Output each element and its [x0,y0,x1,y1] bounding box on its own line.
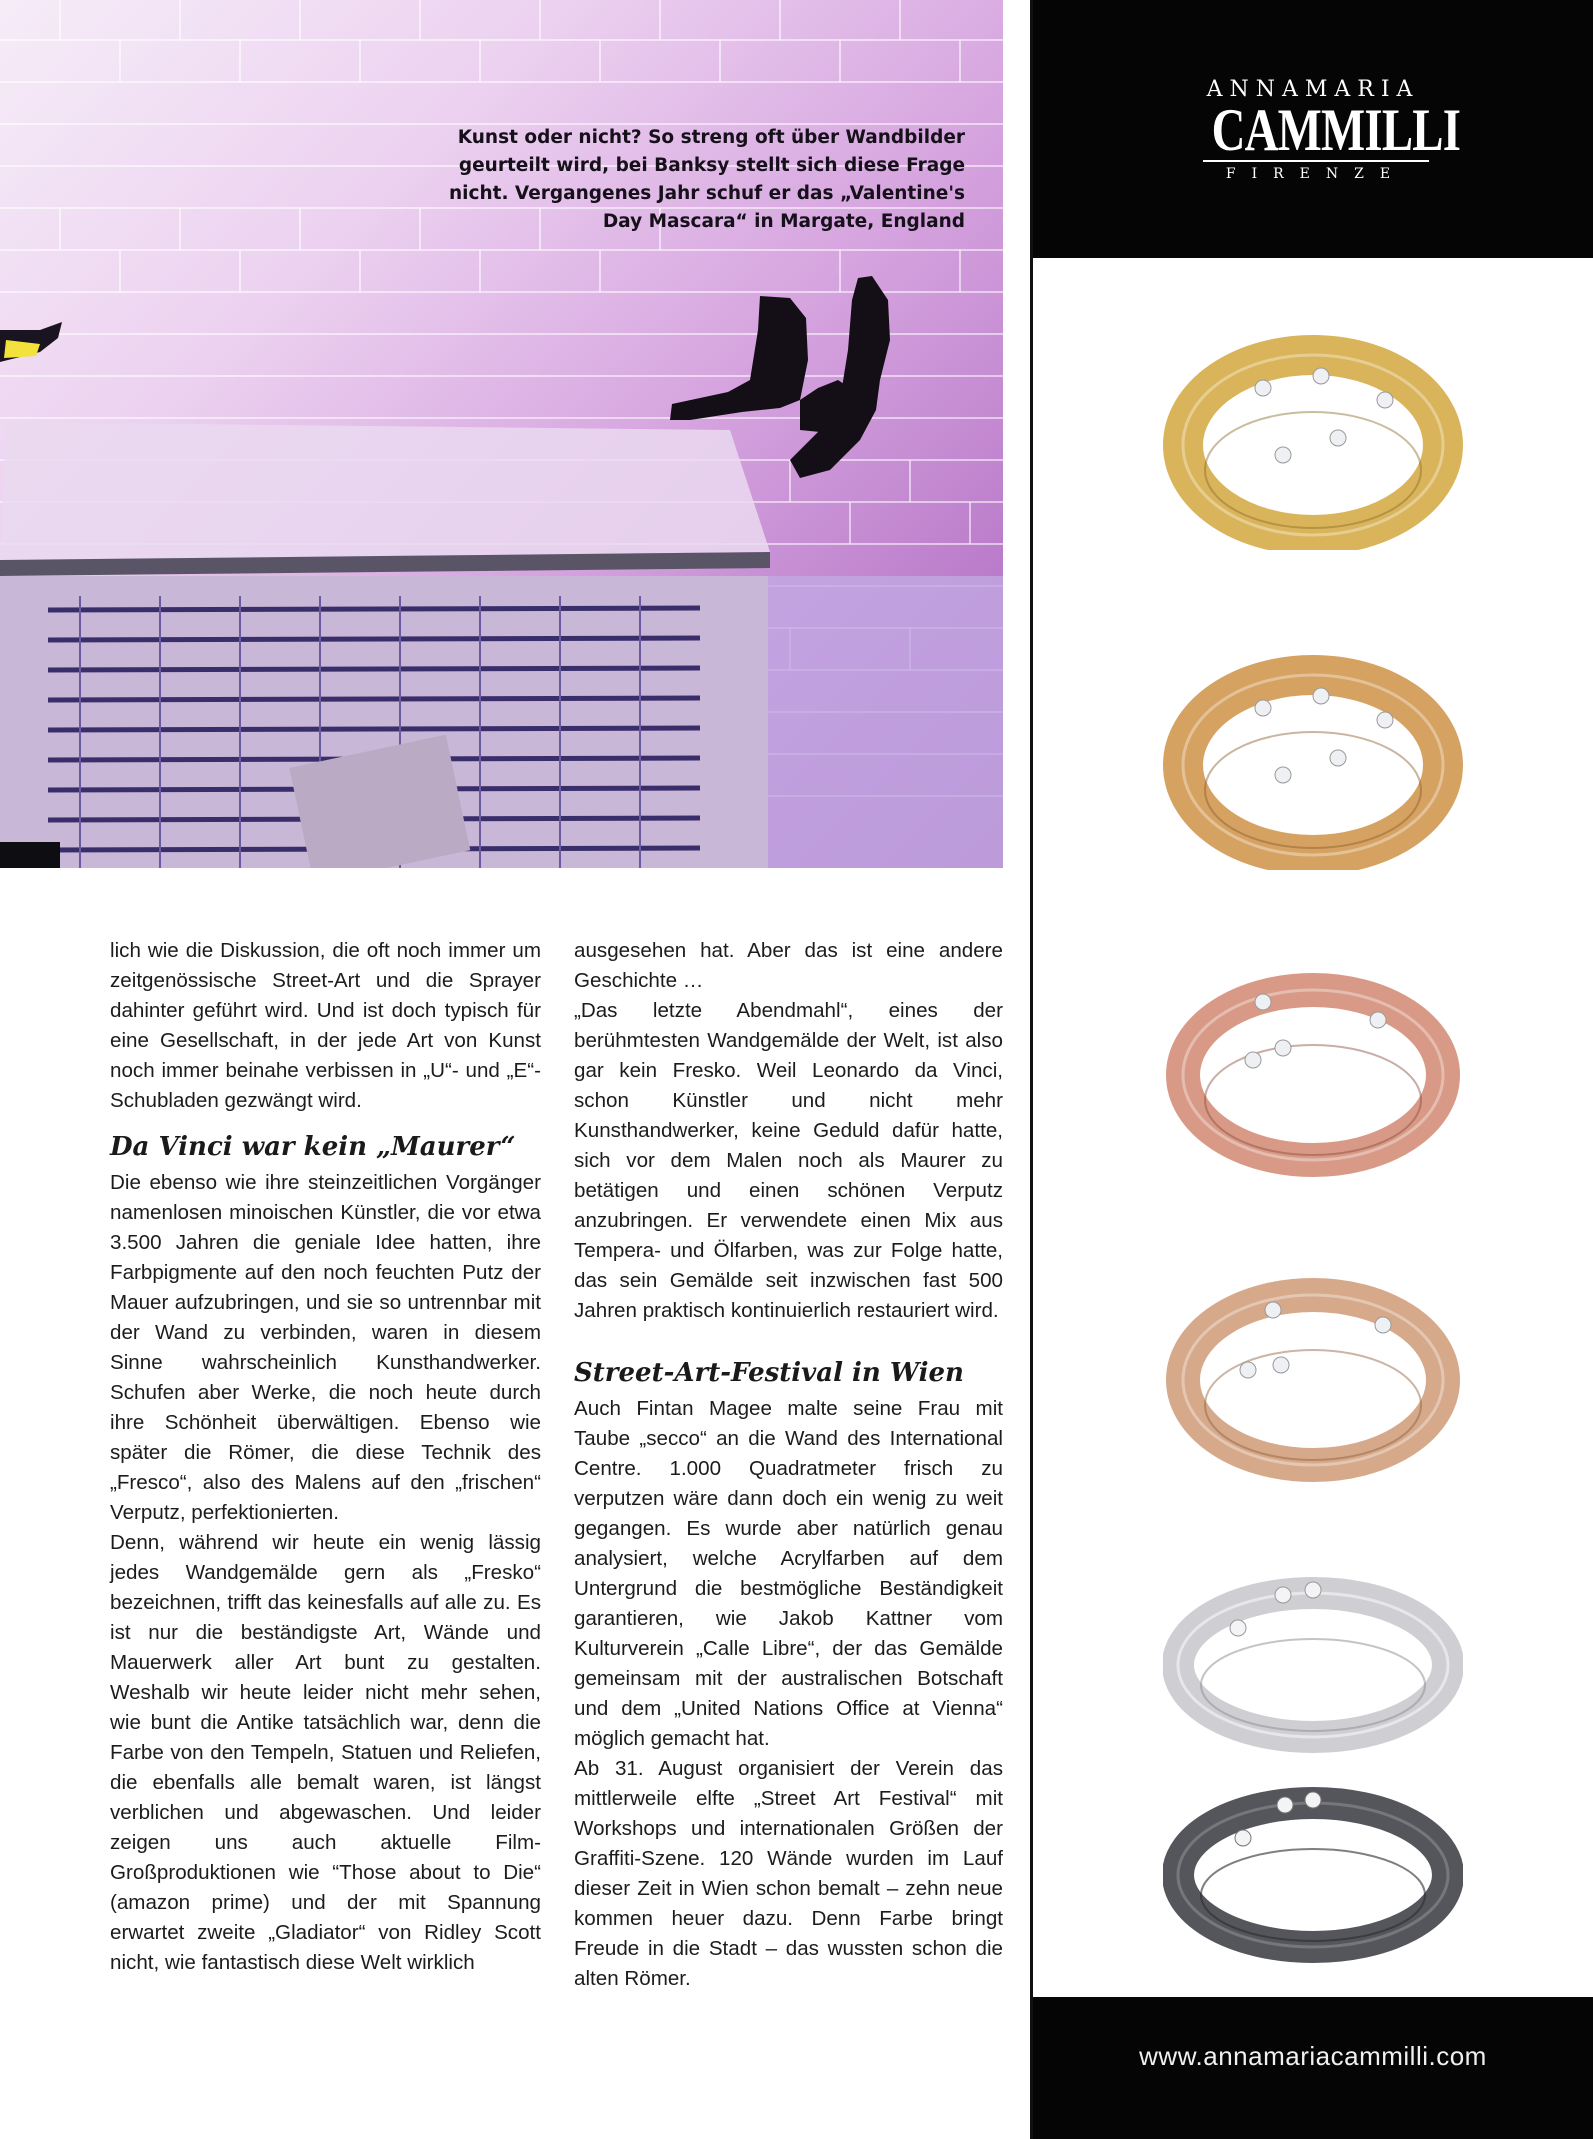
ring-image [1163,320,1463,550]
website-link[interactable]: www.annamariacammilli.com [1139,2041,1487,2071]
freezer-chest [0,422,1003,868]
paragraph: Denn, während wir heute ein wenig lässig jedes Wandgemälde gern als „Fresko“ bezeichnen, trifft das keinesfalls auf alle zu. Es ist nur die beständigste Art, Wände und Mauerwerk aller Art bunt zu gestalten. Weshalb wir heute leider nicht mehr sehen, wie bunt die Antike tatsächlich war, denn die Farbe von den Tempeln, Statuen und Reliefen, die ebenfalls alle bemalt waren, ist längst verblichen und abgewaschen. Und leider zeigen uns auch aktuelle Film-Großproduktionen wie “Those about to Die“ (amazon prime) und der mit Spannung erwartet zweite „Gladiator“ von Ridley Scott nicht, wie fantastisch diese Welt wirklich [110,1531,541,1974]
brand-logo [1183,77,1461,183]
photo-caption [405,124,965,236]
subheading: Street-Art-Festival in Wien [574,1358,964,1388]
ring-image [1163,950,1463,1180]
caption-line: Kunst oder nicht? So streng oft über Wandbilder [457,127,965,148]
ring-image [1163,1760,1463,1990]
ring-image [1163,640,1463,870]
ad-footer [1033,1997,1593,2139]
brand-first-name: ANNAMARIA [1206,77,1420,102]
paragraph: Ab 31. August organisiert der Verein das mittlerweile elfte „Street Art Festival“ mit Workshops und internationalen Größen der Graffiti-Szene. 120 Wände wurden im Lauf dieser Zeit in Wien schon bemalt – zehn neue kommen heuer dazu. Denn Farbe bringt Freude in die Stadt – das wussten schon die alten Römer. [574,1757,1003,1990]
ring-image [1163,1540,1463,1770]
paragraph: „Das letzte Abendmahl“, eines der berühmtesten Wandgemälde der Welt, ist also gar kein Fresko. Weil Leonardo da Vinci, schon Künstler und nicht mehr Kunsthandwerker, keine Geduld dafür hatte, sich vor dem Malen noch als Maurer zu betätigen und einen schönen Verputz anzubringen. Er verwendete einen Mix aus Tempera- und Ölfarben, was zur Folge hatte, das sein Gemälde seit inzwischen fast 500 Jahren praktisch kontinuierlich restauriert wird. [574,999,1003,1322]
paragraph: lich wie die Diskussion, die oft noch immer um zeitgenössische Street-Art und die Sprayer dahinter geführt wird. Und ist doch typisch für eine Gesellschaft, in der jede Art von Kunst noch immer beinahe verbissen in „U“- und „E“-Schubladen gezwängt wird. [110,939,541,1112]
brand-city: FIRENZE [1203,160,1429,183]
banksy-photo [0,0,1003,868]
paragraph: ausgesehen hat. Aber das ist eine andere Geschichte … [574,939,1003,992]
caption-line: nicht. Vergangenes Jahr schuf er das „Valentine's [448,183,965,204]
ring-image [1163,1255,1463,1485]
brand-name: CAMMILLI [1211,97,1461,163]
caption-line: geurteilt wird, bei Banksy stellt sich diese Frage [458,155,965,176]
subheading: Da Vinci war kein „Maurer“ [110,1132,516,1162]
jewelry-advertisement[interactable] [1033,0,1593,2139]
article-column-right [574,936,1003,1994]
article-column-left [110,936,541,1978]
ad-header [1033,0,1593,258]
caption-line: Day Mascara“ in Margate, England [602,211,965,232]
paragraph: Auch Fintan Magee malte seine Frau mit Taube „secco“ an die Wand des International Centre. 1.000 Quadratmeter frisch zu verputzen wäre dann doch ein wenig zu weit gegangen. Es wurde aber natürlich genau analysiert, welche Acrylfarben auf dem Untergrund die bestmögliche Beständigkeit garantieren, wie Jakob Kattner vom Kulturverein „Calle Libre“, der das Gemälde gemeinsam mit der australischen Botschaft und dem „United Nations Office at Vienna“ möglich gemacht hat. [574,1397,1003,1750]
paragraph: Die ebenso wie ihre steinzeitlichen Vorgänger namenlosen minoischen Künstler, die vor etwa 3.500 Jahren die geniale Idee hatten, ihre Farbpigmente auf den noch feuchten Putz der Mauer aufzubringen, und sie so untrennbar mit der Wand zu verbinden, waren in diesem Sinne wahrscheinlich Kunsthandwerker. Schufen aber Werke, die noch heute durch ihre Schönheit überwältigen. Ebenso wie später die Römer, die diese Technik des „Fresco“, also des Malens auf den „frischen“ Verputz, perfektionierten. [110,1171,541,1524]
